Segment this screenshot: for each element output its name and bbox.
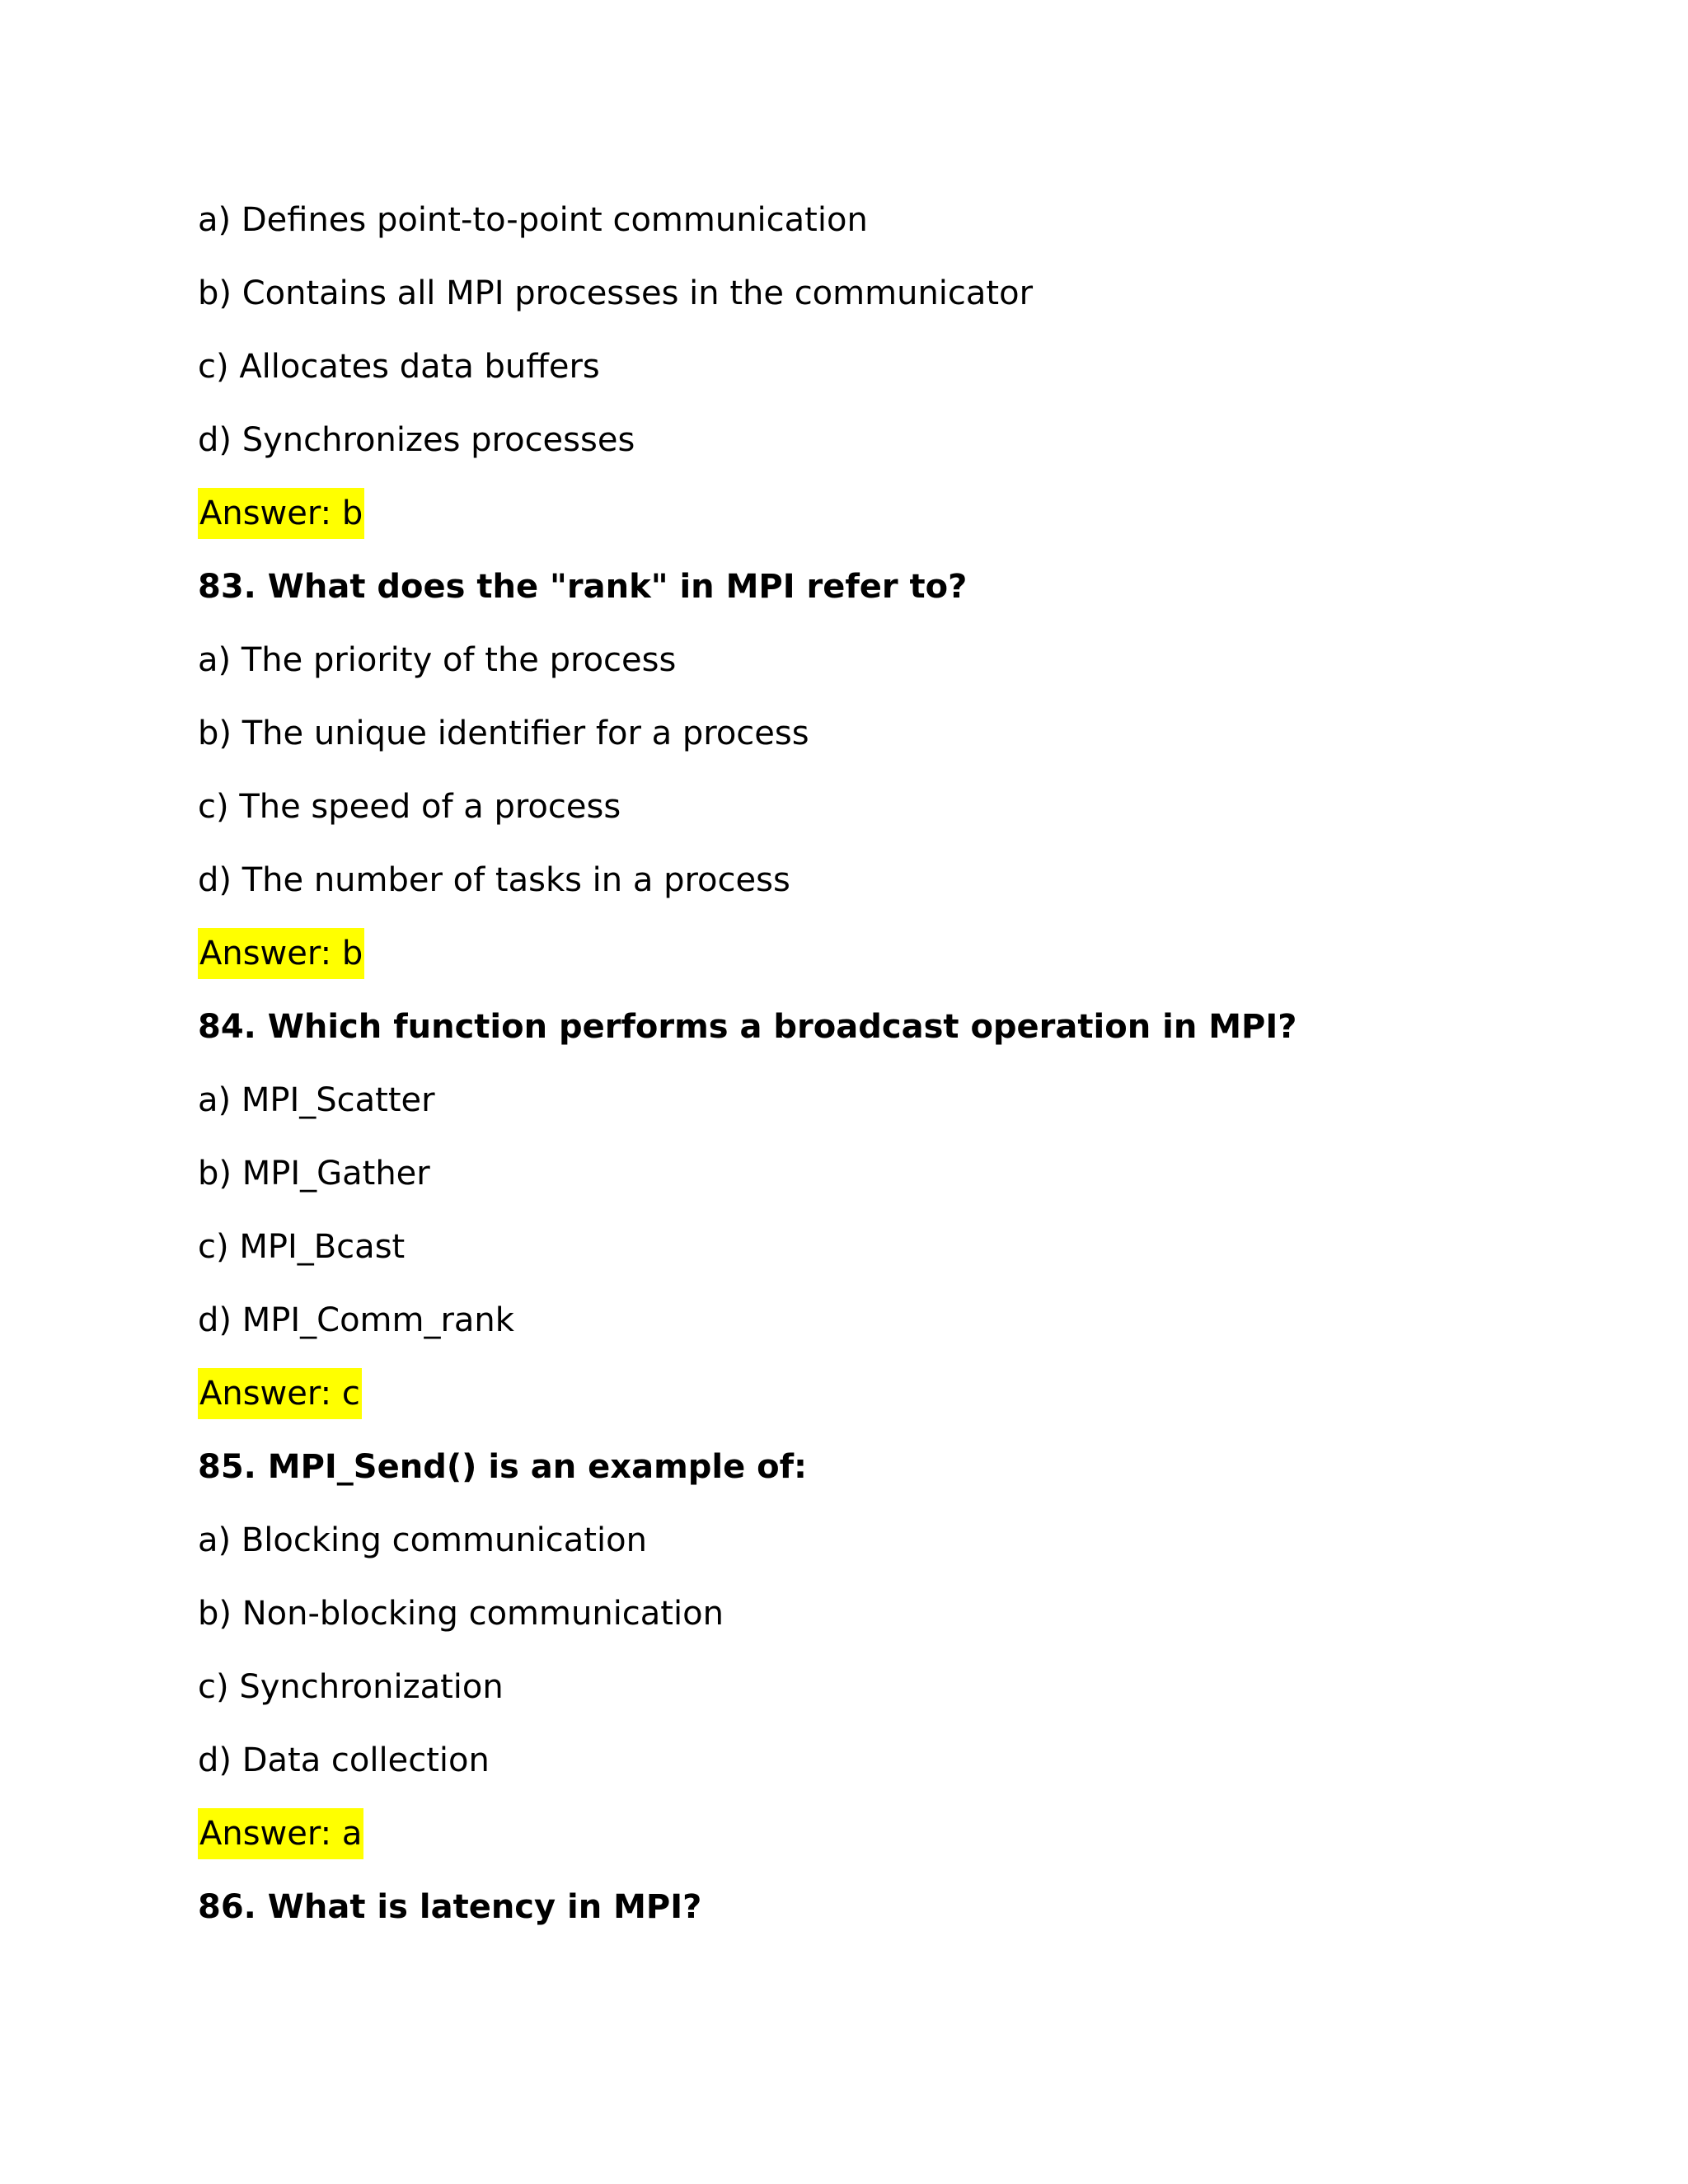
option-text: b) MPI_Gather — [198, 1155, 430, 1193]
document-body — [198, 194, 1517, 1955]
question-heading — [198, 1441, 1517, 1515]
option-line — [198, 635, 1517, 708]
answer-highlight: Answer: c — [198, 1368, 362, 1419]
question-heading — [198, 561, 1517, 635]
option-text: a) MPI_Scatter — [198, 1081, 435, 1119]
option-text: d) The number of tasks in a process — [198, 861, 790, 899]
option-text: c) Synchronization — [198, 1668, 504, 1706]
option-text: b) Contains all MPI processes in the communicator — [198, 274, 1034, 312]
option-text: b) The unique identifier for a process — [198, 715, 809, 752]
option-text: c) Allocates data buffers — [198, 348, 600, 386]
option-line — [198, 1735, 1517, 1808]
answer-line — [198, 1808, 1517, 1882]
option-line — [198, 1295, 1517, 1368]
question-heading — [198, 1001, 1517, 1075]
option-line — [198, 268, 1517, 341]
answer-line — [198, 488, 1517, 561]
option-line — [198, 855, 1517, 928]
option-line — [198, 1075, 1517, 1148]
option-line — [198, 1661, 1517, 1735]
option-line — [198, 341, 1517, 415]
question-heading — [198, 1882, 1517, 1955]
question-text: 86. What is latency in MPI? — [198, 1888, 702, 1926]
option-text: b) Non-blocking communication — [198, 1595, 724, 1633]
option-text: c) The speed of a process — [198, 788, 621, 826]
option-text: d) Synchronizes processes — [198, 421, 635, 459]
option-line — [198, 1221, 1517, 1295]
option-line — [198, 708, 1517, 781]
option-text: d) Data collection — [198, 1741, 490, 1779]
option-text: a) Blocking communication — [198, 1521, 647, 1559]
question-text: 85. MPI_Send() is an example of: — [198, 1448, 808, 1486]
option-line — [198, 415, 1517, 488]
answer-highlight: Answer: b — [198, 928, 364, 979]
option-text: a) The priority of the process — [198, 641, 677, 679]
answer-highlight: Answer: b — [198, 488, 364, 539]
option-line — [198, 194, 1517, 268]
option-line — [198, 1515, 1517, 1588]
option-text: a) Defines point-to-point communication — [198, 201, 868, 239]
answer-line — [198, 928, 1517, 1001]
option-text: d) MPI_Comm_rank — [198, 1301, 514, 1339]
option-line — [198, 1148, 1517, 1221]
option-line — [198, 1588, 1517, 1661]
answer-highlight: Answer: a — [198, 1808, 363, 1859]
answer-line — [198, 1368, 1517, 1441]
option-text: c) MPI_Bcast — [198, 1228, 406, 1266]
question-text: 83. What does the "rank" in MPI refer to? — [198, 568, 968, 606]
option-line — [198, 781, 1517, 855]
question-text: 84. Which function performs a broadcast operation in MPI? — [198, 1008, 1297, 1046]
